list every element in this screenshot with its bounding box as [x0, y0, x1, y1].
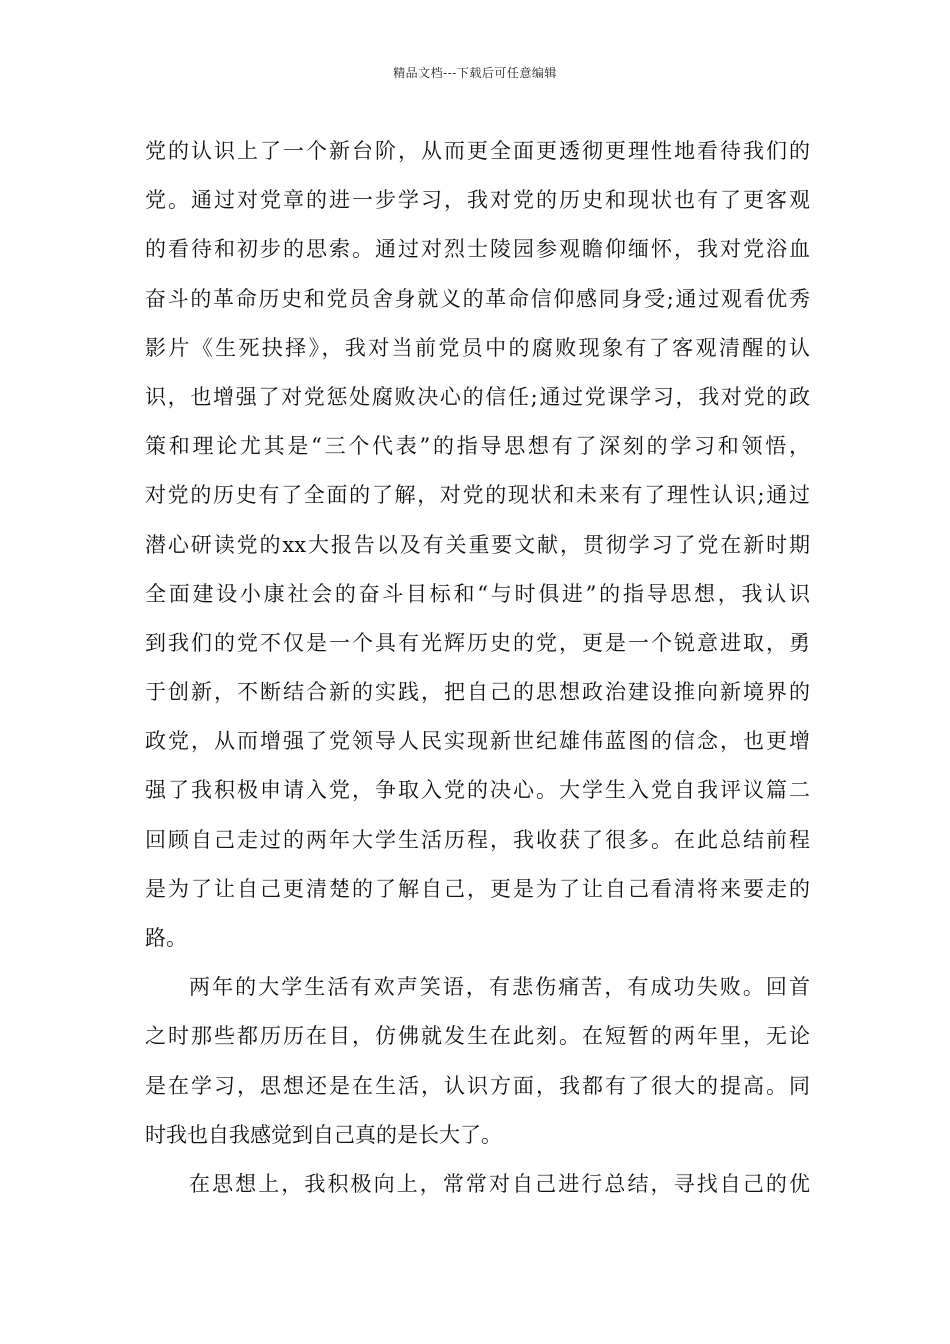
text-line: 的看待和初步的思索。通过对烈士陵园参观瞻仰缅怀，我对党浴血 [145, 237, 810, 262]
text-line: 是在学习，思想还是在生活，认识方面，我都有了很大的提高。同 [145, 1073, 810, 1098]
text-line: 影片《生死抉择》，我对当前党员中的腐败现象有了客观清醒的认 [145, 335, 810, 360]
text-line: 回顾自己走过的两年大学生活历程，我收获了很多。在此总结前程 [145, 827, 810, 852]
paragraph-1 [145, 127, 810, 963]
paragraph-2 [145, 963, 810, 1160]
text-line: 之时那些都历历在目，仿佛就发生在此刻。在短暂的两年里，无论 [145, 1024, 810, 1049]
text-line: 两年的大学生活有欢声笑语，有悲伤痛苦，有成功失败。回首 [189, 975, 810, 1000]
text-line: 识，也增强了对党惩处腐败决心的信任;通过党课学习，我对党的政 [145, 384, 810, 409]
document-body [145, 127, 810, 1209]
text-line: 全面建设小康社会的奋斗目标和“与时俱进”的指导思想，我认识 [145, 581, 810, 606]
text-line: 党。通过对党章的进一步学习，我对党的历史和现状也有了更客观 [145, 188, 810, 213]
paragraph-3 [145, 1160, 810, 1209]
text-line: 党的认识上了一个新台阶，从而更全面更透彻更理性地看待我们的 [145, 139, 810, 163]
text-line: 强了我积极申请入党，争取入党的决心。大学生入党自我评议篇二 [145, 778, 810, 803]
text-line: 于创新，不断结合新的实践，把自己的思想政治建设推向新境界的 [145, 680, 810, 705]
text-line: 对党的历史有了全面的了解，对党的现状和未来有了理性认识;通过 [145, 483, 810, 508]
text-line: 潜心研读党的xx大报告以及有关重要文献，贯彻学习了党在新时期 [145, 532, 810, 557]
text-line: 时我也自我感觉到自己真的是长大了。 [145, 1122, 502, 1147]
text-line: 是为了让自己更清楚的了解自己，更是为了让自己看清将来要走的 [145, 876, 810, 901]
text-line: 政党，从而增强了党领导人民实现新世纪雄伟蓝图的信念，也更增 [145, 729, 810, 754]
page-header: 精品文档---下载后可任意编辑 [393, 66, 557, 80]
text-line: 在思想上，我积极向上，常常对自己进行总结，寻找自己的优 [189, 1171, 810, 1196]
text-line: 奋斗的革命历史和党员舍身就义的革命信仰感同身受;通过观看优秀 [145, 286, 810, 311]
text-line: 到我们的党不仅是一个具有光辉历史的党，更是一个锐意进取，勇 [145, 630, 810, 655]
text-line: 策和理论尤其是“三个代表”的指导思想有了深刻的学习和领悟， [145, 434, 810, 459]
text-line: 路。 [145, 926, 187, 950]
